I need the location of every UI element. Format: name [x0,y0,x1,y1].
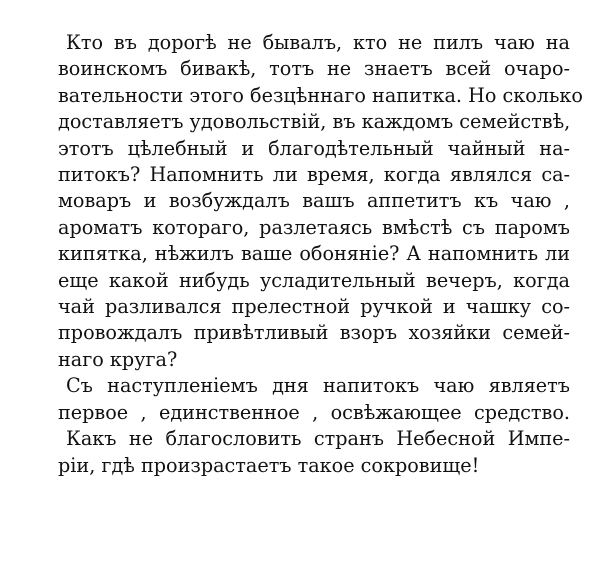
text-line: чай разливался прелестной ручкой и чашку со- [58,295,570,319]
text-line: Съ наступленіемъ дня напитокъ чаю являетъ [66,374,570,398]
text-line: доставляетъ удовольствій, въ каждомъ семействѣ, [58,110,571,134]
text-line: Какъ не благословить странъ Небесной Импе- [66,427,570,451]
body-text [58,30,583,479]
text-line: воинскомъ бивакѣ, тотъ не знаетъ всей очаро- [58,57,570,81]
text-line: первое , единственное , освѣжающее средство. [58,400,570,424]
text-line: этотъ цѣлебный и благодѣтельный чайный на- [58,136,570,160]
text-line: провождалъ привѣтливый взоръ хозяйки семей- [58,321,570,345]
text-line: ріи, гдѣ произрастаетъ такое сокровище! [58,453,480,477]
text-line: питокъ? Напомнить ли время, когда являлся са- [58,163,570,187]
text-line: моваръ и возбуждалъ вашъ аппетитъ къ чаю , [58,189,570,213]
text-line: кипятка, нѣжилъ ваше обоняніе? А напомнить ли [58,242,570,266]
text-line: еще какой нибудь усладительный вечеръ, когда [58,268,570,292]
text-line: вательности этого безцѣннаго напитка. Но сколько [58,83,583,107]
text-line: Кто въ дорогѣ не бывалъ, кто не пилъ чаю на [66,31,570,54]
text-line: ароматъ котораго, разлетаясь вмѣстѣ съ паромъ [58,215,570,239]
text-line: наго круга? [58,347,178,371]
